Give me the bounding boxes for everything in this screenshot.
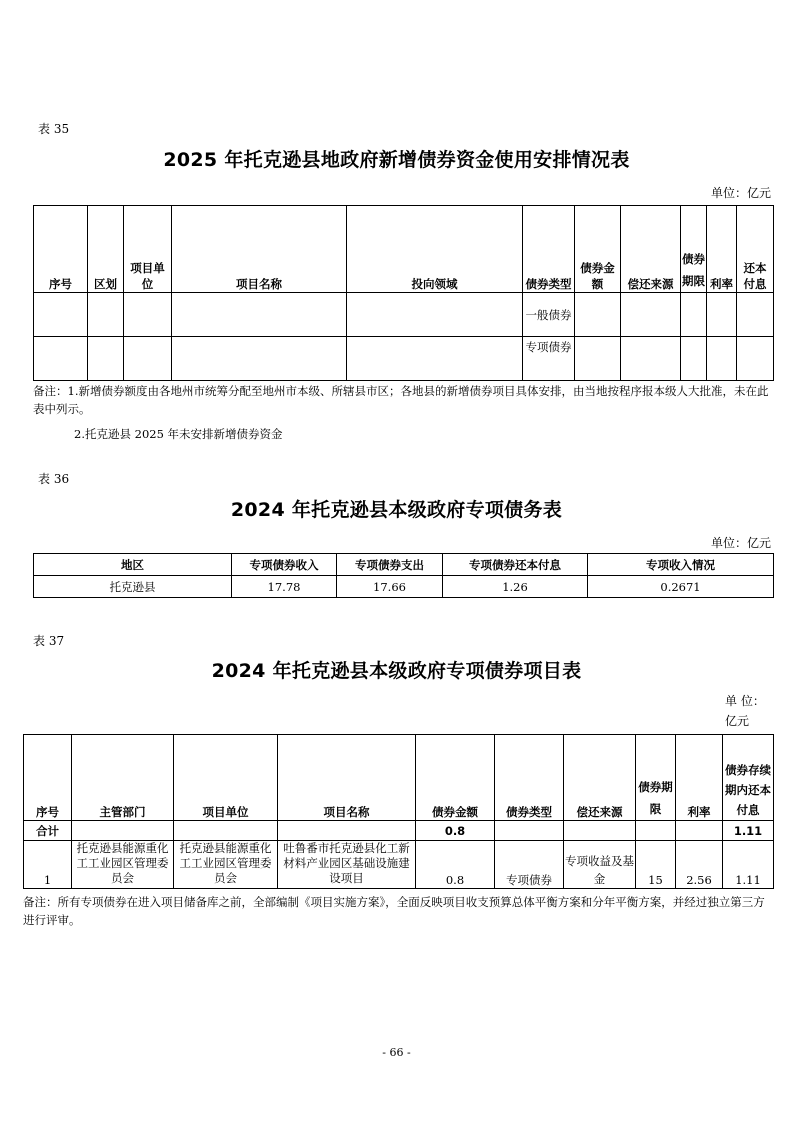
total-amount: 0.8 bbox=[416, 821, 495, 841]
bond-type-cell: 专项债券 bbox=[523, 337, 575, 381]
col-header: 区划 bbox=[88, 206, 124, 293]
unit-cell: 托克逊县能源重化工工业园区管理委员会 bbox=[174, 841, 278, 889]
expense-cell: 17.66 bbox=[337, 576, 443, 598]
term-cell: 15 bbox=[636, 841, 676, 889]
table-35-label: 表 35 bbox=[38, 122, 70, 136]
department-cell: 托克逊县能源重化工工业园区管理委员会 bbox=[72, 841, 174, 889]
table-35-title: 2025 年托克逊县地政府新增债券资金使用安排情况表 bbox=[163, 149, 630, 171]
col-header: 偿还来源 bbox=[621, 206, 681, 293]
repay-source-cell: 专项收益及基金 bbox=[564, 841, 636, 889]
repayment-cell: 1.26 bbox=[443, 576, 588, 598]
row-index: 1 bbox=[24, 841, 72, 889]
table-37-unit-bottom: 亿元 bbox=[725, 714, 750, 728]
table-36 bbox=[33, 553, 774, 598]
col-header: 专项收入情况 bbox=[588, 554, 774, 576]
col-header: 项目名称 bbox=[278, 735, 416, 821]
rate-cell: 2.56 bbox=[676, 841, 723, 889]
table-row bbox=[24, 841, 774, 889]
col-header: 偿还来源 bbox=[564, 735, 636, 821]
col-header: 利率 bbox=[676, 735, 723, 821]
col-header: 专项债券收入 bbox=[232, 554, 337, 576]
table-37-unit-top: 单 位： bbox=[725, 694, 765, 708]
region-cell: 托克逊县 bbox=[34, 576, 232, 598]
total-repayment: 1.11 bbox=[723, 821, 774, 841]
table-37-title: 2024 年托克逊县本级政府专项债券项目表 bbox=[211, 660, 582, 682]
total-row bbox=[24, 821, 774, 841]
bond-type-cell: 一般债券 bbox=[523, 293, 575, 337]
col-header: 投向领域 bbox=[347, 206, 523, 293]
page-number: - 66 - bbox=[382, 1046, 411, 1059]
col-header: 债券金额 bbox=[575, 206, 621, 293]
table-36-title: 2024 年托克逊县本级政府专项债务表 bbox=[230, 499, 563, 521]
col-header: 债券类型 bbox=[523, 206, 575, 293]
col-header: 债券类型 bbox=[495, 735, 564, 821]
col-header: 地区 bbox=[34, 554, 232, 576]
col-header: 项目名称 bbox=[172, 206, 347, 293]
col-header: 利率 bbox=[707, 206, 737, 293]
col-header: 债券存续期内还本付息 bbox=[723, 735, 774, 821]
table-35-note-2: 2.托克逊县 2025 年未安排新增债券资金 bbox=[74, 427, 283, 441]
table-row bbox=[34, 337, 774, 381]
col-header: 项目单位 bbox=[124, 206, 172, 293]
col-header: 债券金额 bbox=[416, 735, 495, 821]
repayment-cell: 1.11 bbox=[723, 841, 774, 889]
table-36-label: 表 36 bbox=[38, 472, 70, 486]
table-35 bbox=[33, 205, 774, 381]
col-header: 债券期限 bbox=[681, 206, 707, 293]
table-36-unit: 单位：亿元 bbox=[711, 536, 772, 550]
col-header: 还本付息 bbox=[737, 206, 774, 293]
col-header: 专项债券支出 bbox=[337, 554, 443, 576]
col-header: 债券期限 bbox=[636, 735, 676, 821]
income-cell: 17.78 bbox=[232, 576, 337, 598]
amount-cell: 0.8 bbox=[416, 841, 495, 889]
col-header: 专项债券还本付息 bbox=[443, 554, 588, 576]
table-37-label: 表 37 bbox=[33, 634, 65, 648]
col-header: 序号 bbox=[34, 206, 88, 293]
table-row bbox=[34, 576, 774, 598]
table-37-note: 备注：所有专项债券在进入项目储备库之前，全部编制《项目实施方案》，全面反映项目收支预算总体平衡方案和分年平衡方案，并经过独立第三方进行评审。 bbox=[23, 895, 765, 927]
bond-type-cell: 专项债券 bbox=[495, 841, 564, 889]
col-header: 主管部门 bbox=[72, 735, 174, 821]
table-35-unit: 单位：亿元 bbox=[711, 186, 772, 200]
table-37 bbox=[23, 734, 774, 889]
col-header: 序号 bbox=[24, 735, 72, 821]
total-label: 合计 bbox=[24, 821, 72, 841]
table-row bbox=[34, 293, 774, 337]
col-header: 项目单位 bbox=[174, 735, 278, 821]
project-name-cell: 吐鲁番市托克逊县化工新材料产业园区基础设施建设项目 bbox=[278, 841, 416, 889]
table-35-note-1: 备注：1.新增债券额度由各地州市统筹分配至地州市本级、所辖县市区；各地县的新增债券项目具体安排，由当地按程序报本级人大批准，未在此表中列示。 bbox=[33, 384, 769, 416]
special-income-cell: 0.2671 bbox=[588, 576, 774, 598]
